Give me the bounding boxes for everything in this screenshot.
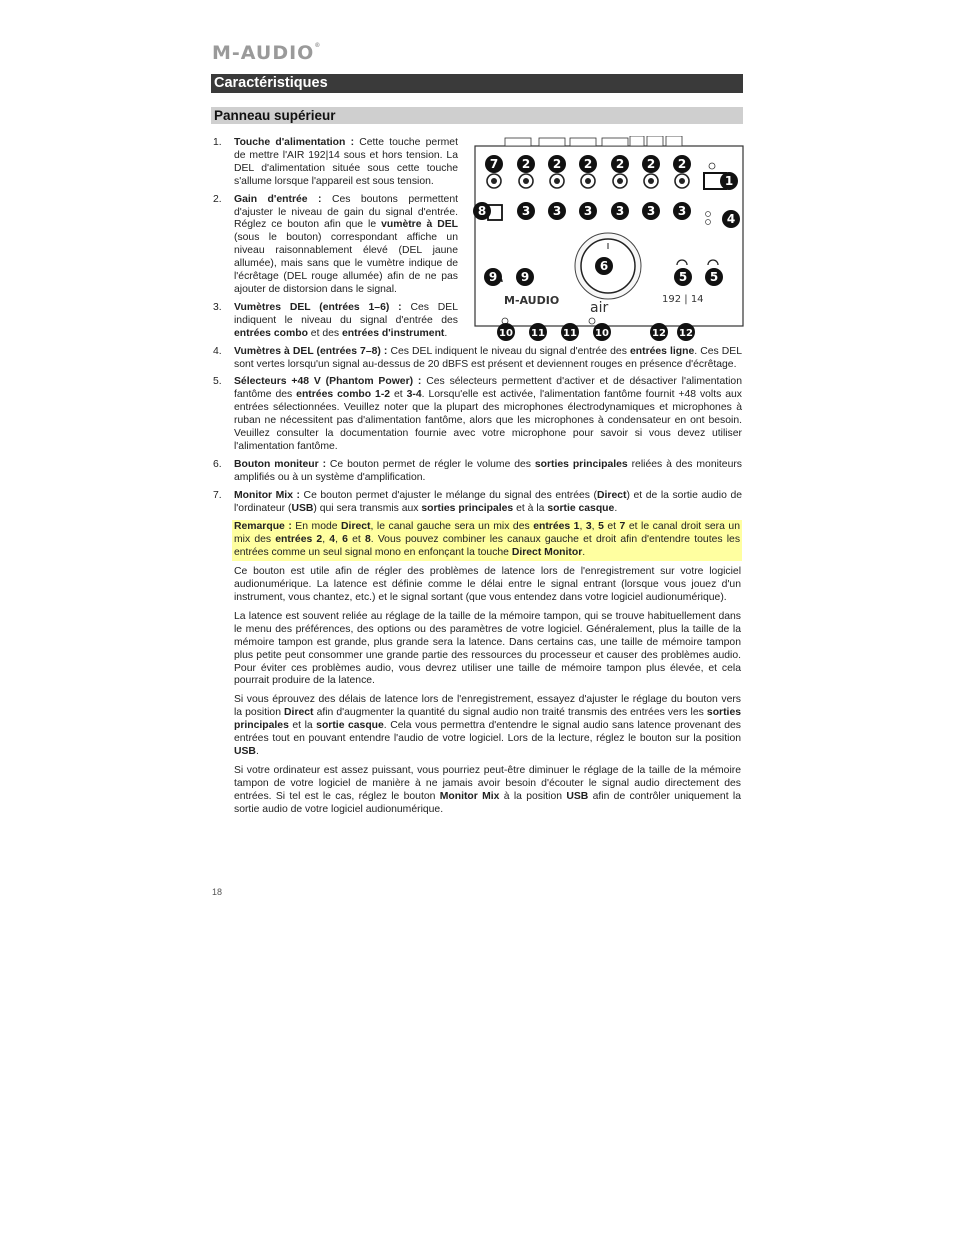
device-brand: M-AUDIO <box>504 294 560 307</box>
callout-number: 2 <box>646 157 656 171</box>
text-run: Si votre ordinateur est assez puissant, vous pourriez peut-être diminuer le réglage de la taille de la mémoire tampon de votre logiciel de manière à ne jamais avoir besoin d'écouter le signal audio directement des entrées. Si tel est le cas, réglez le bouton <box>234 764 741 802</box>
list-item <box>211 194 458 297</box>
text-run: ) qui sera transmis aux <box>313 502 422 514</box>
bold-text: Direct <box>284 707 314 719</box>
callout-number: 3 <box>552 204 562 218</box>
device-model: 192 | 14 <box>662 294 704 305</box>
bold-text: Direct Monitor <box>511 547 583 559</box>
bold-text: sorties principales <box>534 458 628 470</box>
list-number: 1. <box>213 137 222 148</box>
bold-text: 7 <box>619 521 626 533</box>
text-run: La latence est souvent reliée au réglage de la taille de la mémoire tampon, qui se trouve habituellement dans le menu des préférences, des options ou des paramètres de votre logiciel. Généralement, plus la taille de la mémoire tampon est grande, plus grande sera la latence. Dans certains cas, une taille de mémoire tampon plus petite peut consommer une grande partie des ressources du processeur et causer des problèmes audio. Pour éviter ces problèmes audio, vous devrez utiliser une taille de mémoire tampon plus élevée, et cela pourrait produire de la latence. <box>234 610 741 687</box>
text-run: Ce bouton permet de régler le volume des <box>326 458 535 470</box>
callout-number: 12 <box>652 328 666 339</box>
text-run: à la position <box>499 790 567 802</box>
list-item <box>211 346 742 372</box>
list-item <box>211 376 742 453</box>
brand-logo: M-AUDIO® <box>212 42 322 64</box>
bold-text: Sélecteurs +48 V (Phantom Power) : <box>234 376 422 388</box>
body-paragraph <box>234 566 741 605</box>
bold-text: entrées d'instrument <box>342 327 445 339</box>
text-run: , <box>579 521 586 533</box>
bold-text: Vumètres DEL (entrées 1–6) : <box>234 301 402 313</box>
list-item <box>211 137 458 189</box>
bold-text: Monitor Mix : <box>234 489 300 501</box>
list-number: 4. <box>213 345 222 357</box>
bold-text: Remarque : <box>234 521 292 533</box>
callout-number: 2 <box>552 157 562 171</box>
subsection-title: Panneau supérieur <box>211 107 743 124</box>
bold-text: sortie casque <box>316 720 384 732</box>
bold-text: entrées 2 <box>275 534 323 546</box>
bold-text: USB <box>291 502 314 514</box>
text-run: Ces DEL indiquent le niveau du signal d'entrée des <box>234 301 459 326</box>
callout-number: 4 <box>726 212 736 226</box>
bold-text: Gain d'entrée : <box>234 193 322 205</box>
note-box <box>232 520 742 561</box>
text-run: En mode <box>291 521 342 533</box>
list-number: 7. <box>213 489 222 501</box>
callout-number: 2 <box>521 157 531 171</box>
bold-text: sorties principales <box>234 707 741 732</box>
text-run: , <box>335 534 343 546</box>
text-run: . <box>614 502 618 514</box>
bold-text: USB <box>234 745 256 757</box>
list-number: 3. <box>213 301 222 313</box>
callout-number: 11 <box>563 328 577 339</box>
list-item <box>211 459 742 485</box>
text-run: . Cela vous permettra d'entendre le signal audio sans latence provenant des entrées tout en pouvant entendre l'audio de votre logiciel. Lors de la lecture, réglez le bouton sur la position <box>234 720 741 745</box>
callout-number: 5 <box>678 270 688 284</box>
list-number: 5. <box>213 376 222 388</box>
text-run: ) et de la sortie audio de l'ordinateur ( <box>234 489 742 514</box>
text-run: afin d'augmenter la quantité du signal audio non traité transmis des entrées vers les <box>313 707 707 719</box>
bold-text: Monitor Mix <box>439 790 500 802</box>
list-number: 6. <box>213 458 222 470</box>
text-run: et <box>390 389 407 401</box>
callout-number: 10 <box>499 328 513 339</box>
bold-text: 3 <box>585 521 592 533</box>
text-run: et <box>603 521 620 533</box>
bold-text: 6 <box>342 534 348 546</box>
callout-number: 7 <box>489 157 499 171</box>
bold-text: 3-4 <box>406 389 422 401</box>
callout-number: 3 <box>583 204 593 218</box>
text-run: reliées à des moniteurs amplifiés ou à un système d'amplification. <box>234 458 743 483</box>
text-run: Ce bouton est utile afin de régler des problèmes de latence lors de l'enregistrement sur votre logiciel audionumérique. La latence est définie comme le délai entre le signal entrant (lorsque vous jouez d'un instrument, vous chantez, etc.) et le signal sortant (que vous entendez dans votre logiciel audionumérique). <box>234 566 741 603</box>
text-run: Ces DEL indiquent le niveau du signal d'entrée des <box>387 345 630 357</box>
callout-number: 2 <box>583 157 593 171</box>
bold-text: entrées 1 <box>533 521 580 533</box>
text-run: Ce bouton permet d'ajuster le mélange du signal des entrées ( <box>300 489 598 501</box>
bold-text: 4 <box>329 534 336 546</box>
list-item <box>211 302 458 341</box>
list-number: 2. <box>213 193 222 205</box>
text-run: (sous le bouton) correspondant affiche un niveau raisonnablement élevé (DEL jaune allumée), mais sans que le vumètre indique de l'écrêtage (DEL rouge allumée) afin de ne pas ajouter de distorsion dans le signal. <box>234 232 458 295</box>
text-run: . Lorsqu'elle est activée, l'alimentation fantôme fournit +48 volts aux entrées sélectionnées. Veuillez noter que la plupart des microphones électrodynamiques et microphones à ruban ne nécessitent pas d'alimentation fantôme, alors que les microphones à condensateur en ont besoin. Veuillez consulter la documentation fournie avec votre microphone pour savoir si vous devez utiliser l'alimentation fantôme. <box>234 389 742 452</box>
text-run: . Vous pouvez combiner les canaux gauche et droit afin d'entendre toutes les entrées comme un seul signal mono en enfonçant la touche <box>234 534 741 559</box>
bold-text: 5 <box>598 521 604 533</box>
body-paragraph <box>234 694 741 759</box>
feature-list <box>211 137 742 823</box>
text-run: . Ces DEL sont vertes lorsqu'un signal au-dessus de 20 dBFS est présent et deviennent rouges en présence d'écrêtage. <box>234 345 743 370</box>
bold-text: Direct <box>597 489 627 501</box>
callout-number: 3 <box>677 204 687 218</box>
text-run: Si vous éprouvez des délais de latence lors de l'enregistrement, essayez d'ajuster le réglage du bouton vers la position <box>234 694 741 719</box>
text-run: Ces sélecteurs permettent d'activer et de désactiver l'alimentation fantôme des <box>234 376 742 401</box>
page-number: 18 <box>212 887 223 897</box>
callout-number: 11 <box>531 328 545 339</box>
device-product: air <box>590 300 609 316</box>
bold-text: entrées ligne <box>629 345 695 357</box>
list-item <box>211 490 742 516</box>
callout-number: 2 <box>615 157 625 171</box>
bold-text: sorties principales <box>421 502 514 514</box>
callout-number: 1 <box>724 174 734 188</box>
callout-number: 3 <box>646 204 656 218</box>
bold-text: USB <box>566 790 589 802</box>
bold-text: vumètre à DEL <box>381 219 458 231</box>
text-run: afin de contrôler uniquement la sortie audio de votre logiciel audionumérique. <box>234 790 741 815</box>
text-run: et le canal droit sera un mix des <box>234 521 740 546</box>
callout-number: 9 <box>520 270 530 284</box>
text-run: . <box>444 327 448 339</box>
bold-text: 8 <box>364 534 371 546</box>
callout-number: 6 <box>599 259 609 273</box>
bold-text: Bouton moniteur : <box>234 458 327 470</box>
callout-number: 3 <box>615 204 625 218</box>
callout-number: 9 <box>488 270 498 284</box>
callout-number: 12 <box>679 328 693 339</box>
bold-text: entrées combo 1-2 <box>296 389 391 401</box>
callout-number: 8 <box>477 204 487 218</box>
callout-number: 3 <box>521 204 531 218</box>
text-run: Ces boutons permettent d'ajuster le niveau de gain du signal d'entrée. Réglez ce bouton afin que le <box>234 193 458 231</box>
callout-number: 10 <box>595 328 609 339</box>
callout-number: 5 <box>709 270 719 284</box>
text-run: . <box>255 745 259 757</box>
text-run: et <box>347 534 365 546</box>
text-run: , <box>322 534 330 546</box>
text-run: . <box>582 547 586 559</box>
text-run: et des <box>307 327 343 339</box>
text-run: , le canal gauche sera un mix des <box>370 521 534 533</box>
bold-text: sortie casque <box>547 502 615 514</box>
body-paragraph <box>234 765 741 817</box>
bold-text: entrées combo <box>234 327 308 339</box>
callout-number: 2 <box>677 157 687 171</box>
text-run: Cette touche permet de mettre l'AIR 192|14 sous et hors tension. La DEL d'alimentation située sous cette touche s'allume lorsque l'appareil est sous tension. <box>234 137 458 187</box>
body-paragraph <box>234 611 741 688</box>
section-title: Caractéristiques <box>211 74 743 93</box>
bold-text: Vumètres à DEL (entrées 7–8) : <box>234 345 388 357</box>
bold-text: Direct <box>341 521 371 533</box>
text-run: et à la <box>513 502 548 514</box>
text-run: et la <box>288 720 317 732</box>
text-run: , <box>591 521 599 533</box>
bold-text: Touche d'alimentation : <box>234 137 355 148</box>
